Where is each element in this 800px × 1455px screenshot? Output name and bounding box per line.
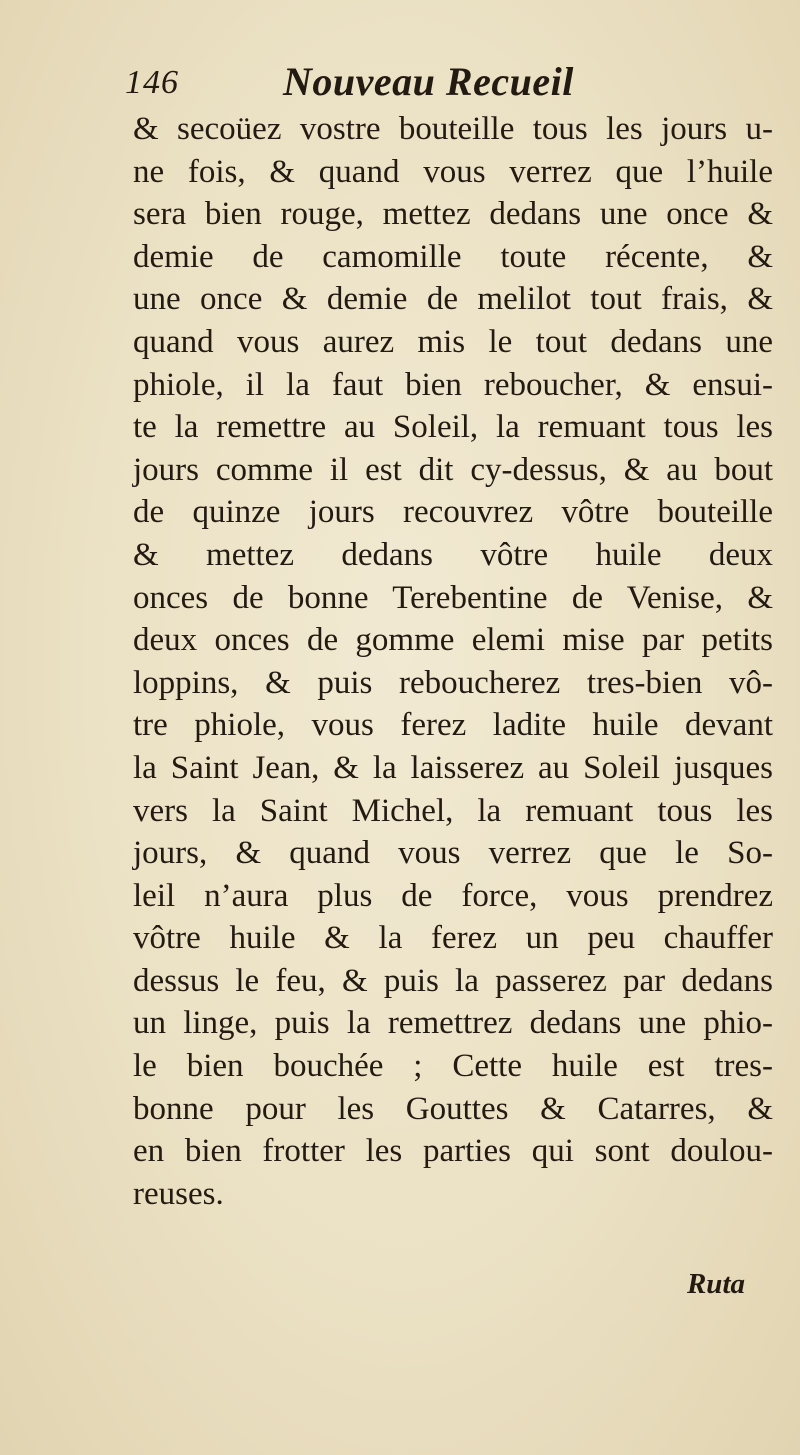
catchword: Ruta bbox=[686, 1268, 745, 1300]
text-line: & mettez dedans vôtre huile deux bbox=[133, 536, 773, 573]
text-line: phiole, il la faut bien reboucher, & ensui- bbox=[133, 366, 773, 403]
body-text bbox=[133, 108, 773, 1215]
running-title: Nouveau Recueil bbox=[283, 59, 574, 104]
text-line: quand vous aurez mis le tout dedans une bbox=[133, 323, 773, 360]
text-line: le bien bouchée ; Cette huile est tres- bbox=[133, 1048, 773, 1085]
text-line: deux onces de gomme elemi mise par petits bbox=[133, 622, 773, 659]
text-line: tre phiole, vous ferez ladite huile devant bbox=[133, 707, 773, 744]
text-line: de quinze jours recouvrez vôtre bouteille bbox=[133, 494, 773, 531]
text-line: un linge, puis la remettrez dedans une phio- bbox=[133, 1005, 773, 1042]
page-header bbox=[125, 58, 725, 108]
text-line: dessus le feu, & puis la passerez par dedans bbox=[133, 962, 773, 999]
text-line: demie de camomille toute récente, & bbox=[133, 238, 773, 275]
text-line: la Saint Jean, & la laisserez au Soleil jusques bbox=[133, 749, 773, 786]
text-line: jours comme il est dit cy-dessus, & au bout bbox=[133, 451, 773, 488]
text-line: vers la Saint Michel, la remuant tous les bbox=[133, 792, 773, 829]
text-line: onces de bonne Terebentine de Venise, & bbox=[133, 579, 773, 616]
text-line: bonne pour les Gouttes & Catarres, & bbox=[133, 1090, 773, 1127]
text-line: en bien frotter les parties qui sont doulou- bbox=[133, 1133, 773, 1170]
text-line: te la remettre au Soleil, la remuant tous les bbox=[133, 409, 773, 446]
text-line: jours, & quand vous verrez que le So- bbox=[133, 835, 773, 872]
page-number: 146 bbox=[125, 64, 179, 101]
text-line: leil n’aura plus de force, vous prendrez bbox=[133, 877, 773, 914]
text-line: loppins, & puis reboucherez tres-bien vô- bbox=[133, 664, 773, 701]
text-line: sera bien rouge, mettez dedans une once & bbox=[133, 196, 773, 233]
text-line: ne fois, & quand vous verrez que l’huile bbox=[133, 153, 773, 190]
text-line: reuses. bbox=[133, 1175, 224, 1212]
text-line: & secoüez vostre bouteille tous les jours u- bbox=[133, 111, 773, 147]
text-line: vôtre huile & la ferez un peu chauffer bbox=[133, 920, 773, 957]
text-line: une once & demie de melilot tout frais, & bbox=[133, 281, 773, 318]
